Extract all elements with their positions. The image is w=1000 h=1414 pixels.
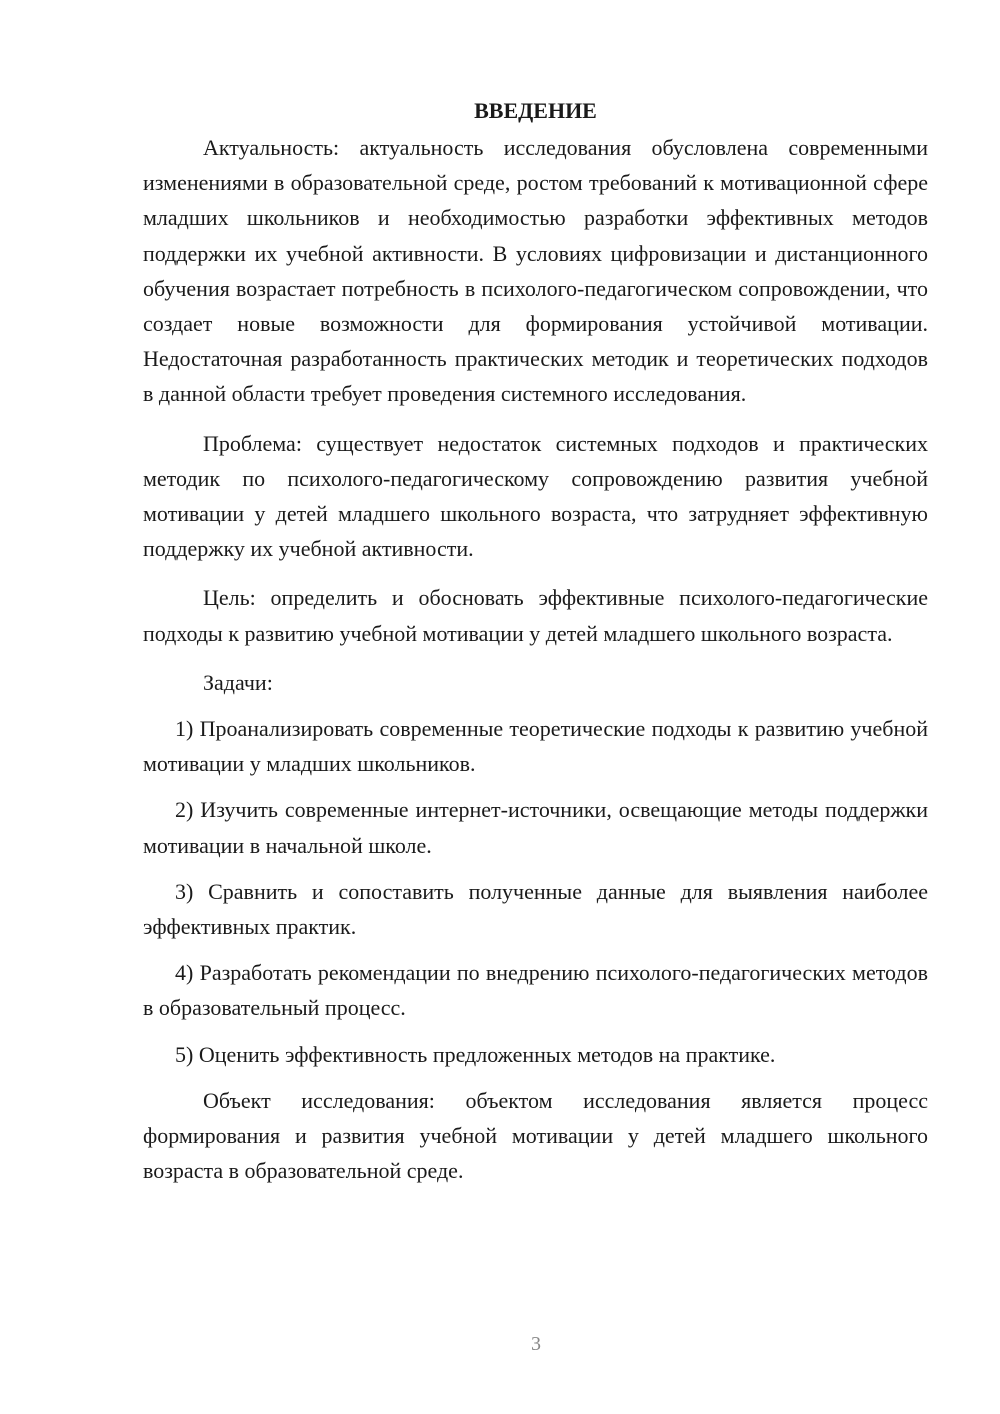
paragraph-problem: Проблема: существует недостаток системных подходов и практических методик по психолого-педагогическому сопровождению развития учебной мотивации у детей младшего школьного возраста, что затрудняет эффективную поддержку их учебной активности. — [143, 430, 928, 562]
task-item: 5) Оценить эффективность предложенных методов на практике. — [175, 1041, 776, 1067]
paragraph-goal: Цель: определить и обосновать эффективные психолого-педагогические подходы к развитию учебной мотивации у детей младшего школьного возраста. — [143, 585, 928, 646]
document-page — [143, 96, 928, 1188]
paragraph-relevance: Актуальность: актуальность исследования обусловлена современными изменениями в образовательной среде, ростом требований к мотивационной сфере младших школьников и необходимостью разработки эффективных методов поддержки их учебной активности. В условиях цифровизации и дистанционного обучения возрастает потребность в психолого-педагогическом сопровождении, что создает новые возможности для формирования устойчивой мотивации. Недостаточная разработанность практических методик и теоретических подходов в данной области требует проведения системного исследования. — [143, 135, 928, 407]
page-title: ВВЕДЕНИЕ — [474, 98, 597, 123]
page-number: 3 — [531, 1333, 541, 1355]
paragraph-object: Объект исследования: объектом исследования является процесс формирования и развития учебной мотивации у детей младшего школьного возраста в образовательной среде. — [143, 1087, 928, 1184]
task-item: 3) Сравнить и сопоставить полученные данные для выявления наиболее эффективных практик. — [143, 878, 928, 940]
task-item: 1) Проанализировать современные теоретические подходы к развитию учебной мотивации у младших школьников. — [143, 716, 928, 777]
task-item: 4) Разработать рекомендации по внедрению психолого-педагогических методов в образовательный процесс. — [143, 960, 928, 1021]
paragraph-tasks-heading: Задачи: — [203, 669, 273, 695]
task-item: 2) Изучить современные интернет-источники, освещающие методы поддержки мотивации в начальной школе. — [143, 797, 928, 858]
